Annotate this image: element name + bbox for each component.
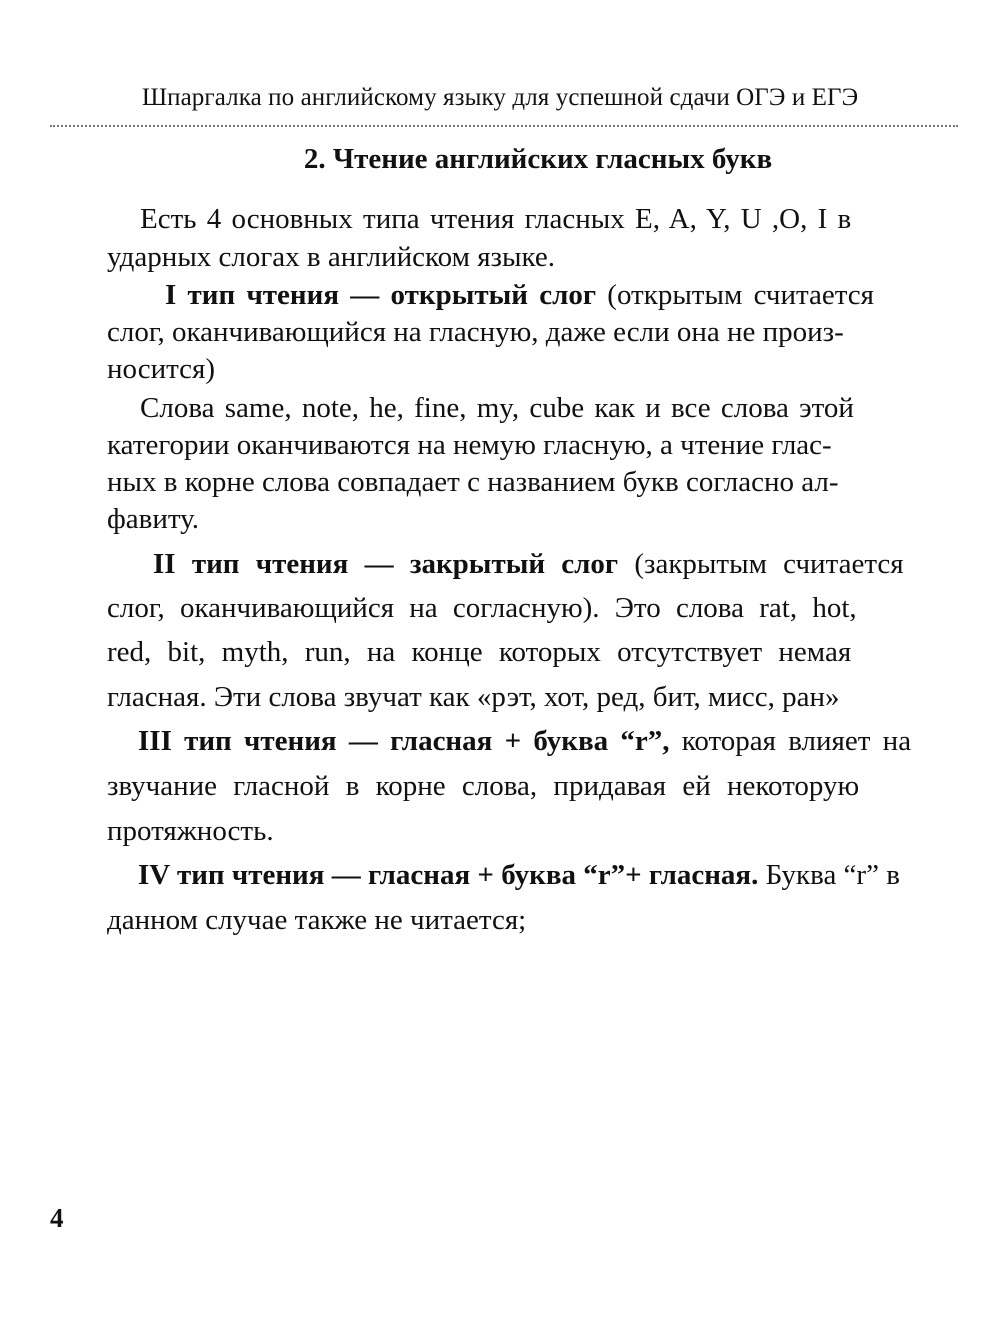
type4-line xyxy=(138,859,900,892)
type4-text: Буква “r” в xyxy=(758,859,900,891)
type2-line: слог, оканчивающийся на согласную). Это слова rat, hot, xyxy=(107,592,857,624)
type1-example-line: Слова same, note, he, fine, my, cube как и все слова этой xyxy=(140,392,854,424)
type1-label: I тип чтения — открытый слог xyxy=(165,279,597,311)
type2-line: red, bit, myth, run, на конце которых отсутствует немая xyxy=(107,636,852,668)
section-title: 2. Чтение английских гласных букв xyxy=(303,143,773,175)
type4-label: IV тип чтения — гласная + буква “r”+ гласная. xyxy=(138,859,759,891)
type3-label: III тип чтения — гласная + буква “r”, xyxy=(138,725,670,757)
type3-line xyxy=(138,725,911,758)
type1-text: (открытым считается xyxy=(596,279,874,311)
type2-text: (закрытым считается xyxy=(618,548,904,580)
type2-label: II тип чтения — закрытый слог xyxy=(153,548,619,580)
type2-line xyxy=(153,548,904,581)
type1-line: носится) xyxy=(107,353,216,385)
page-number: 4 xyxy=(50,1203,64,1233)
type3-text: которая влияет на xyxy=(669,725,912,757)
type1-line: слог, оканчивающийся на гласную, даже если она не произ- xyxy=(107,316,844,348)
type1-example-line: категории оканчиваются на немую гласную, а чтение глас- xyxy=(107,429,832,461)
page-edge-crop xyxy=(958,130,1000,980)
type3-line: протяжность. xyxy=(107,815,274,847)
intro-line: ударных слогах в английском языке. xyxy=(107,241,555,273)
type1-example-line: фавиту. xyxy=(107,503,200,535)
type4-line: данном случае также не читается; xyxy=(107,904,527,936)
intro-line: Есть 4 основных типа чтения гласных E, A, Y, U ,O, I в xyxy=(140,203,852,235)
type1-example-line: ных в корне слова совпадает с названием букв согласно ал- xyxy=(107,466,839,498)
running-header: Шпаргалка по английскому языку для успешной сдачи ОГЭ и ЕГЭ xyxy=(141,84,859,111)
header-dotted-divider xyxy=(50,125,958,127)
type3-line: звучание гласной в корне слова, придавая ей некоторую xyxy=(107,770,860,802)
type1-line xyxy=(165,279,874,312)
type2-line: гласная. Эти слова звучат как «рэт, хот, ред, бит, мисс, ран» xyxy=(107,681,840,713)
